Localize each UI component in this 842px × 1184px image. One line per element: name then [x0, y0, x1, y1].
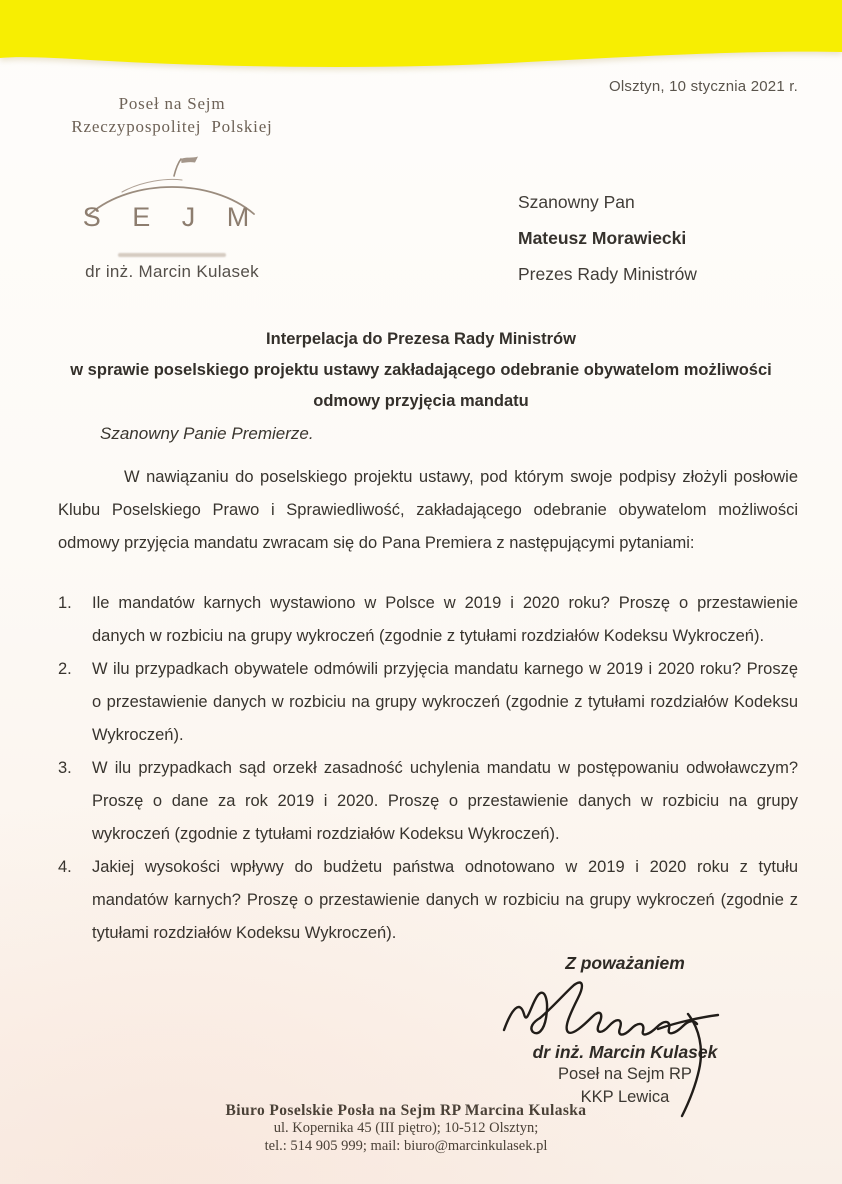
letterhead-author: dr inż. Marcin Kulasek [85, 262, 259, 281]
question-item [58, 653, 798, 752]
subject-line2: w sprawie poselskiego projektu ustawy zakładającego odebranie obywatelom możliwości odmowy przyjęcia mandatu [70, 361, 772, 410]
sejm-logo-text: S E J M [82, 202, 262, 232]
question-number: 1. [58, 594, 72, 612]
question-text: W ilu przypadkach obywatele odmówili przyjęcia mandatu karnego w 2019 i 2020 roku? Proszę o przestawienie danych w rozbiciu na grupy wykroczeń (zgodnie z tytułami rozdziałów Kodeksu Wykroczeń). [92, 660, 798, 744]
signer-title-1: Poseł na Sejm RP [558, 1065, 692, 1083]
question-text: Ile mandatów karnych wystawiono w Polsce w 2019 i 2020 roku? Proszę o przestawienie danych w rozbiciu na grupy wykroczeń (zgodnie z tytułami rozdziałów Kodeksu Wykroczeń). [92, 594, 798, 645]
signer-name: dr inż. Marcin Kulasek [532, 1042, 718, 1062]
question-text: Jakiej wysokości wpływy do budżetu państwa odnotowano w 2019 i 2020 roku z tytułu mandatów karnych? Proszę o przestawienie danych w rozbiciu na grupy wykroczeń (zgodnie z tytułami rozdziałów Kodeksu Wykroczeń). [92, 858, 798, 942]
question-number: 2. [58, 660, 72, 678]
subject-line1: Interpelacja do Prezesa Rady Ministrów [266, 330, 576, 348]
question-item [58, 752, 798, 851]
letterhead-line2: Rzeczypospolitej Polskiej [71, 117, 273, 136]
question-number: 4. [58, 858, 72, 876]
office-footer [0, 1102, 812, 1155]
letterhead-line1: Poseł na Sejm [118, 94, 226, 113]
recipient-block [518, 184, 697, 292]
greeting: Szanowny Panie Premierze. [100, 424, 314, 443]
sejm-logo-subtext [118, 253, 226, 257]
question-item [58, 587, 798, 653]
footer-contact: tel.: 514 905 999; mail: biuro@marcinkulasek.pl [264, 1137, 548, 1154]
yellow-backdrop-band [0, 0, 842, 84]
recipient-name: Mateusz Morawiecki [518, 228, 687, 248]
paper-top-edge [0, 0, 842, 84]
letter-body [58, 461, 798, 950]
footer-office-name: Biuro Poselskie Posła na Sejm RP Marcina Kulaska [225, 1102, 587, 1119]
sejm-dome-icon [82, 154, 262, 246]
valediction: Z poważaniem [565, 953, 685, 973]
letterhead [38, 92, 306, 282]
question-number: 3. [58, 759, 72, 777]
subject-block [52, 324, 790, 417]
handwritten-signature [492, 974, 758, 1040]
closing-block [492, 953, 758, 1109]
recipient-salutation: Szanowny Pan [518, 192, 635, 212]
question-text: W ilu przypadkach sąd orzekł zasadność uchylenia mandatu w postępowaniu odwoławczym? Proszę o dane za rok 2019 i 2020. Proszę o przestawienie danych w rozbiciu na grupy wykroczeń (zgodnie z tytułami rozdziałów Kodeksu Wykroczeń). [92, 759, 798, 843]
sejm-logo [82, 154, 262, 246]
footer-address: ul. Kopernika 45 (III piętro); 10-512 Olsztyn; [273, 1120, 539, 1136]
date-line: Olsztyn, 10 stycznia 2021 r. [608, 78, 798, 95]
question-item [58, 851, 798, 950]
intro-paragraph: W nawiązaniu do poselskiego projektu ustawy, pod którym swoje podpisy złożyli posłowie Klubu Poselskiego Prawo i Sprawiedliwość, zakładającego odebranie obywatelom możliwości odmowy przyjęcia mandatu zwracam się do Pana Premiera z następującymi pytaniami: [58, 468, 798, 552]
signer-title-2: KKP Lewica [580, 1088, 670, 1106]
recipient-title: Prezes Rady Ministrów [518, 264, 697, 284]
